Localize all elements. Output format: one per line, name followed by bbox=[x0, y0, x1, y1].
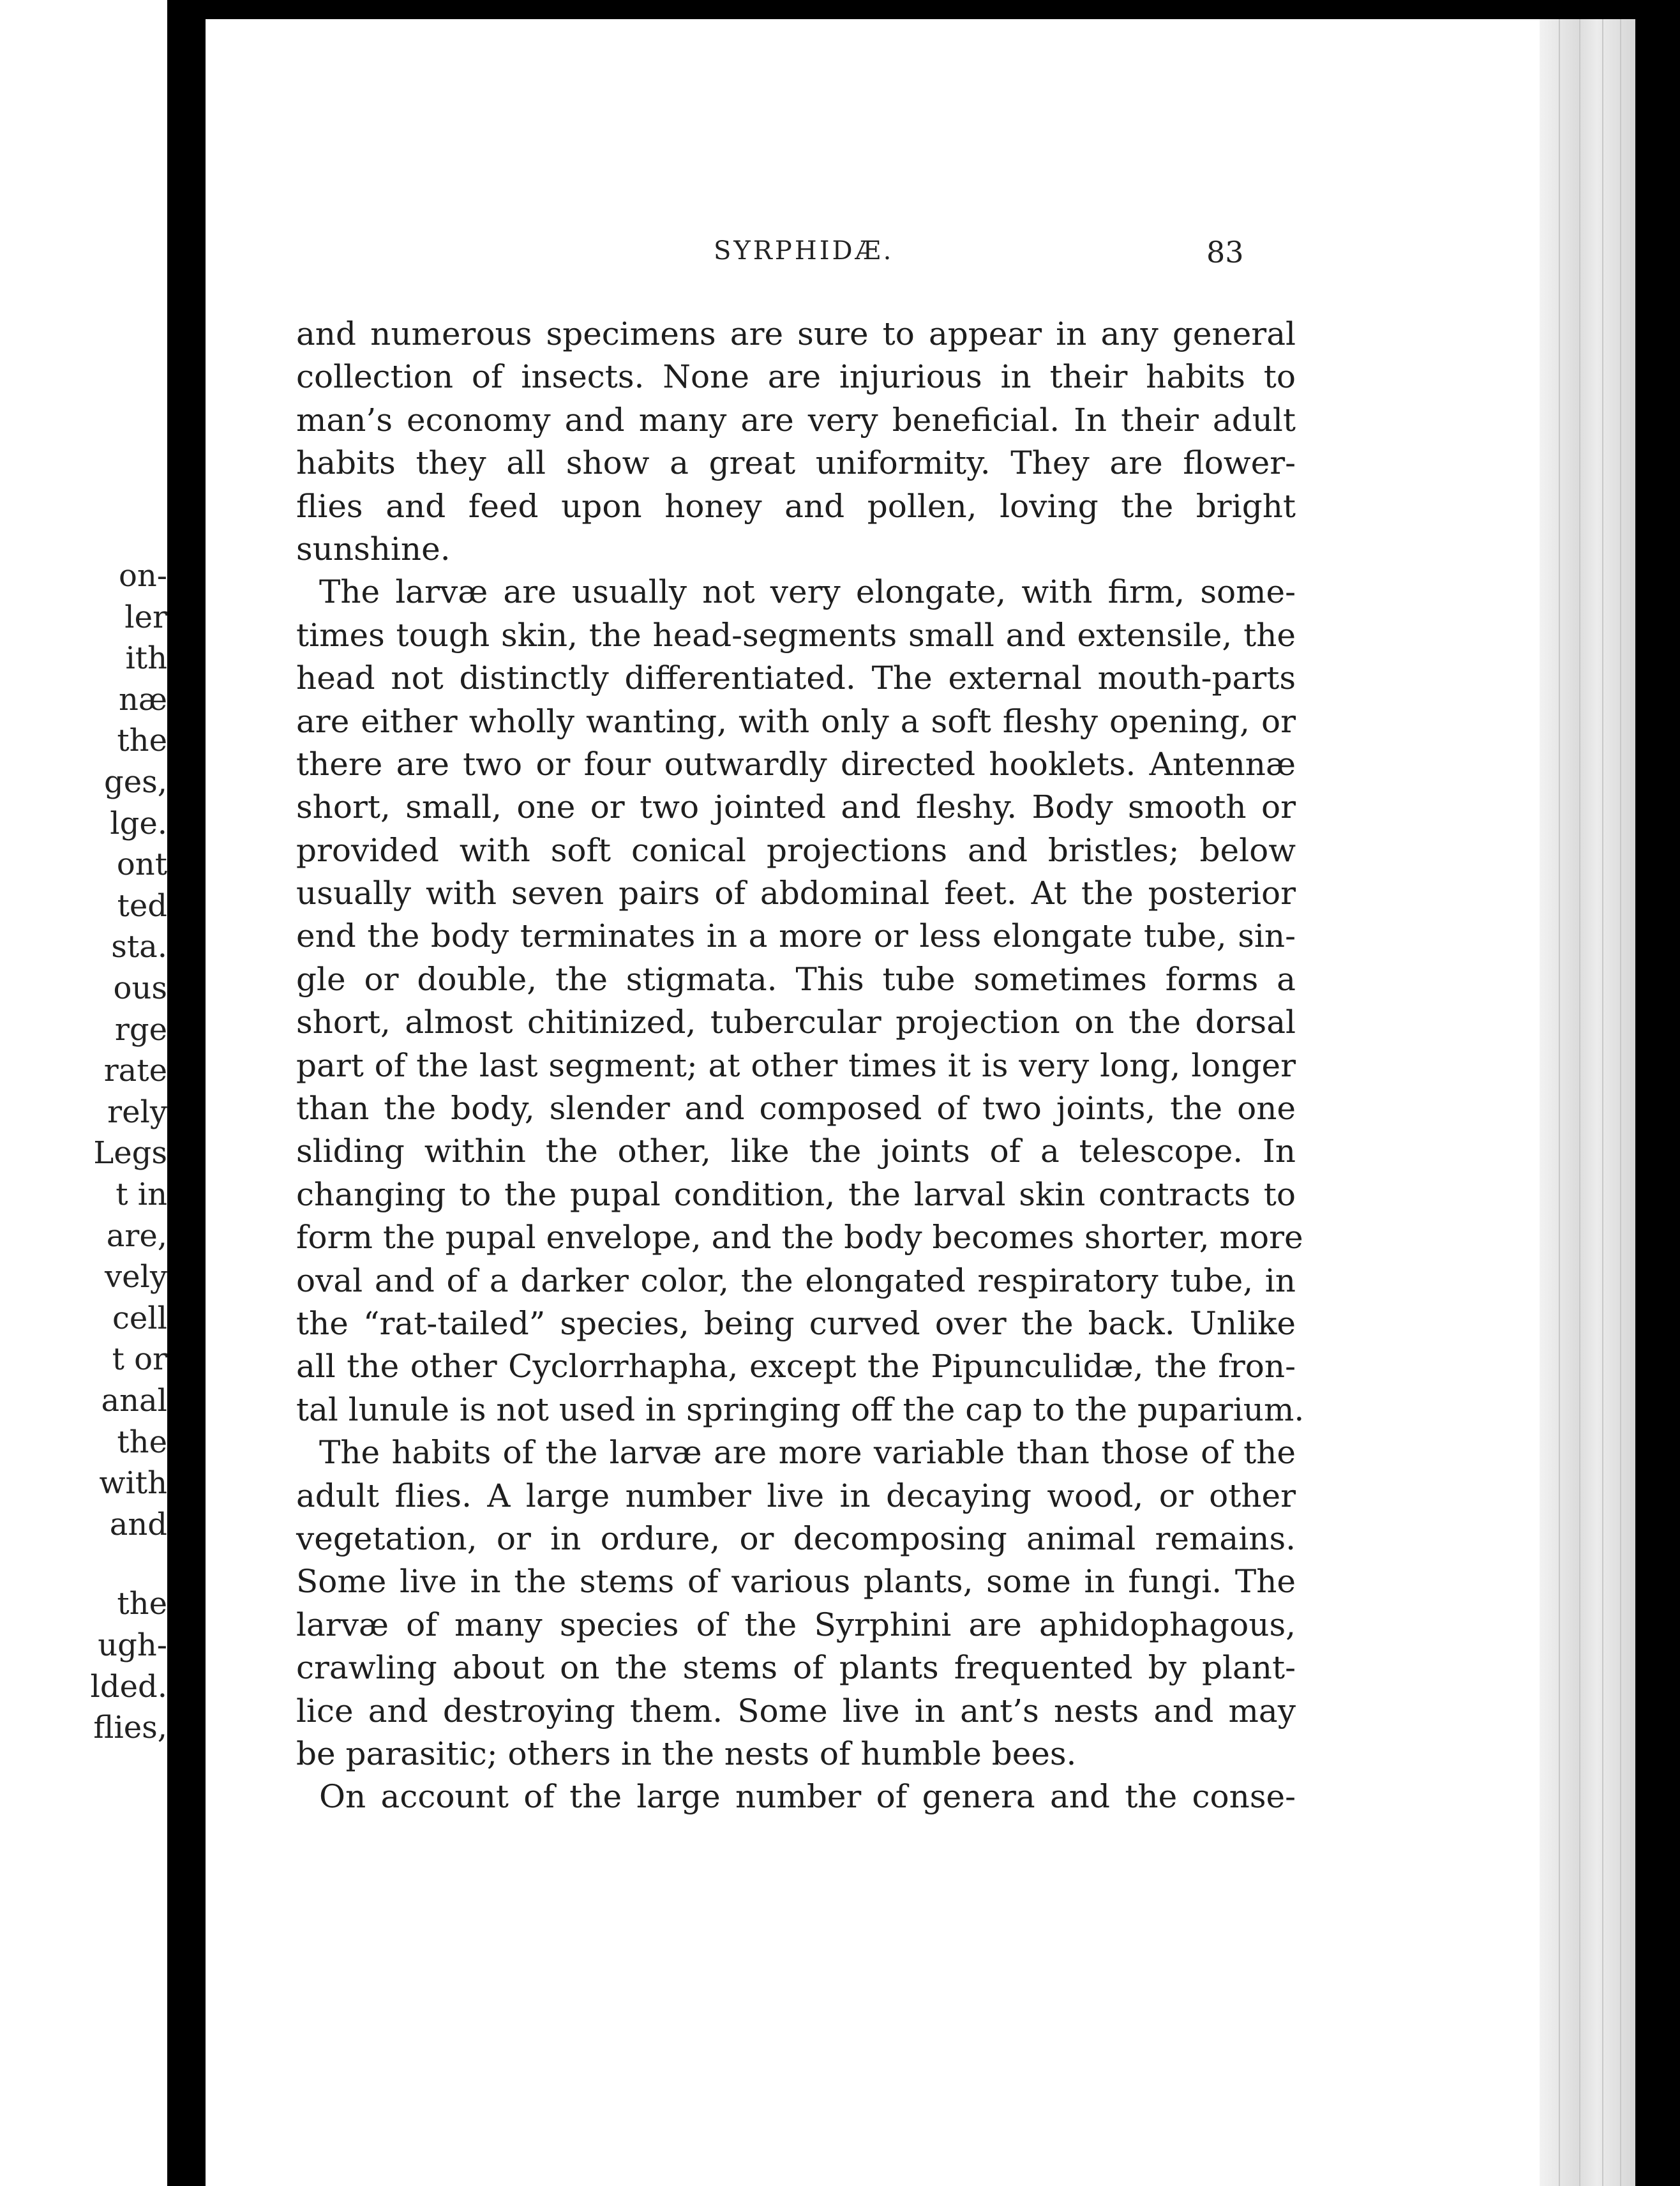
text-line: be parasitic; others in the nests of humble bees. bbox=[296, 1735, 1077, 1772]
left-page-fragment: rge bbox=[114, 1011, 167, 1048]
text-line: collection of insects. None are injurious in their habits to bbox=[296, 358, 1296, 396]
left-page-fragment: næ bbox=[118, 681, 167, 718]
text-line: all the other Cyclorrhapha, except the Pipunculidæ, the fron- bbox=[296, 1348, 1296, 1385]
text-line: man’s economy and many are very beneficial. In their adult bbox=[296, 401, 1296, 439]
paragraph bbox=[296, 571, 1305, 1431]
left-page-fragment: ous bbox=[113, 970, 167, 1006]
left-page-fragment: flies, bbox=[93, 1710, 167, 1746]
text-line: oval and of a darker color, the elongated respiratory tube, in bbox=[296, 1262, 1296, 1299]
left-page-fragment: are, bbox=[106, 1217, 167, 1254]
text-line: times tough skin, the head-segments small and extensile, the bbox=[296, 616, 1296, 654]
text-line: changing to the pupal condition, the larval skin contracts to bbox=[296, 1175, 1296, 1213]
left-page-fragment: rate bbox=[103, 1053, 167, 1089]
left-page-fragment: Legs bbox=[93, 1135, 167, 1172]
text-line: are either wholly wanting, with only a soft fleshy opening, or bbox=[296, 702, 1296, 740]
left-page-fragment: ugh- bbox=[98, 1627, 167, 1663]
text-line: The habits of the larvæ are more variable than those of the bbox=[319, 1434, 1296, 1472]
text-line: crawling about on the stems of plants frequented by plant- bbox=[296, 1649, 1296, 1687]
running-head: SYRPHIDÆ. bbox=[714, 236, 894, 266]
text-line: The larvæ are usually not very elongate, with firm, some- bbox=[319, 573, 1296, 611]
book-gutter bbox=[167, 0, 206, 2186]
text-line: lice and destroying them. Some live in ant’s nests and may bbox=[296, 1692, 1296, 1730]
text-line: sunshine. bbox=[296, 530, 451, 568]
text-line: there are two or four outwardly directed hooklets. Antennæ bbox=[296, 745, 1296, 783]
left-page-fragment: t or bbox=[112, 1341, 167, 1378]
text-line: head not distinctly differentiated. The external mouth-parts bbox=[296, 660, 1296, 697]
left-page-fragment: and bbox=[109, 1506, 167, 1542]
left-page-fragment: ith bbox=[125, 640, 167, 677]
right-page bbox=[206, 19, 1635, 2186]
paragraph bbox=[296, 1431, 1296, 1775]
text-line: part of the last segment; at other times it is very long, longer bbox=[296, 1046, 1296, 1084]
left-page-fragment: lded. bbox=[90, 1668, 167, 1705]
text-line: tal lunule is not used in springing off the cap to the puparium. bbox=[296, 1391, 1305, 1428]
left-page-fragment: cell bbox=[112, 1300, 167, 1336]
left-page-fragment: rely bbox=[107, 1094, 167, 1130]
text-line: vegetation, or in ordure, or decomposing animal remains. bbox=[296, 1519, 1296, 1557]
left-page-fragment: ler bbox=[124, 599, 167, 635]
text-line: habits they all show a great uniformity. They are flower- bbox=[296, 444, 1296, 482]
paragraph bbox=[296, 1775, 1296, 1818]
left-page-sliver bbox=[0, 0, 167, 2186]
text-line: end the body terminates in a more or less elongate tube, sin- bbox=[296, 917, 1296, 955]
text-line: than the body, slender and composed of two joints, the one bbox=[296, 1090, 1296, 1127]
text-line: short, almost chitinized, tubercular projection on the dorsal bbox=[296, 1004, 1296, 1041]
text-line: provided with soft conical projections and bristles; below bbox=[296, 831, 1296, 869]
text-line: sliding within the other, like the joints of a telescope. In bbox=[296, 1133, 1296, 1170]
text-line: and numerous specimens are sure to appear in any general bbox=[296, 315, 1296, 352]
text-line: On account of the large number of genera and the conse- bbox=[319, 1778, 1296, 1816]
text-line: adult flies. A large number live in decaying wood, or other bbox=[296, 1477, 1296, 1514]
text-line: usually with seven pairs of abdominal feet. At the posterior bbox=[296, 875, 1296, 912]
left-page-fragment: the bbox=[117, 1424, 167, 1460]
left-page-fragment: the bbox=[117, 1586, 167, 1622]
left-page-fragment: lge. bbox=[110, 805, 167, 841]
text-line: short, small, one or two jointed and fleshy. Body smooth or bbox=[296, 788, 1296, 826]
text-line: form the pupal envelope, and the body becomes shorter, more bbox=[296, 1219, 1303, 1256]
left-page-fragment: ges, bbox=[103, 764, 167, 800]
left-page-fragment: sta. bbox=[111, 929, 167, 965]
page-number: 83 bbox=[1206, 235, 1244, 269]
text-line: flies and feed upon honey and pollen, loving the bright bbox=[296, 487, 1296, 525]
body-text bbox=[296, 313, 1305, 1819]
left-page-fragment: ont bbox=[116, 847, 167, 883]
left-page-fragment: vely bbox=[105, 1259, 167, 1295]
text-line: Some live in the stems of various plants, some in fungi. The bbox=[296, 1563, 1296, 1601]
left-page-fragment: the bbox=[117, 723, 167, 759]
left-page-fragment: t in bbox=[116, 1177, 167, 1212]
paragraph bbox=[296, 313, 1296, 571]
left-page-fragment: with bbox=[99, 1465, 167, 1502]
left-page-fragment: anal bbox=[101, 1383, 167, 1419]
text-line: gle or double, the stigmata. This tube sometimes forms a bbox=[296, 960, 1296, 998]
text-line: larvæ of many species of the Syrphini are aphidophagous, bbox=[296, 1606, 1296, 1643]
left-page-fragment: on- bbox=[118, 558, 167, 594]
left-page-fragment: ted bbox=[117, 887, 167, 924]
text-line: the “rat-tailed” species, being curved over the back. Unlike bbox=[296, 1304, 1296, 1342]
page-edge-stack bbox=[1540, 19, 1635, 2186]
